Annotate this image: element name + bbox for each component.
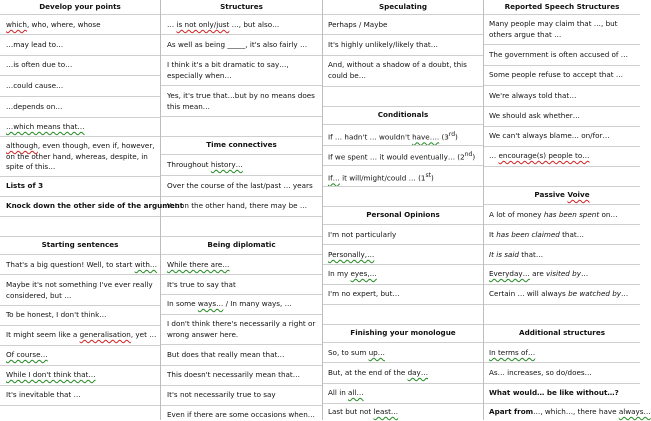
phrase-item: It's not necessarily true to say [167,390,276,399]
row-divider [323,186,483,187]
row-divider [484,284,640,285]
section-heading-finishing-monologue: Finishing your monologue [350,328,456,337]
phrase-item: which, who, where, whose [6,20,101,29]
ordinal-suffix: st [425,172,431,179]
row-divider [484,126,640,127]
row-divider [323,383,483,384]
phrase-item: In terms of… [489,348,536,357]
row-divider [323,34,483,35]
row-divider [0,196,160,197]
ordinal-suffix: nd [464,151,473,158]
section-heading-conditionals: Conditionals [377,110,429,119]
phrase-item: Even if there are some occasions when… [167,410,315,419]
phrase-item: …is often due to… [6,60,73,69]
phrase-item: …could cause… [6,81,64,90]
phrase-item: …may lead to… [6,40,64,49]
row-divider [161,216,322,217]
phrase-item: Perhaps / Maybe [328,20,388,29]
row-divider [0,216,160,217]
row-divider [323,224,483,225]
phrase-item: Some people refuse to accept that … [489,70,624,79]
phrase-item: As well as being _____, it's also fairly … [167,40,308,49]
row-divider [484,14,640,15]
row-divider [0,254,160,255]
row-divider [161,116,322,117]
row-divider [0,96,160,97]
phrase-item: Knock down the other side of the argument [6,201,184,210]
row-divider [323,244,483,245]
phrase-item: Maybe it's not something I've ever really considered, but … [6,280,153,300]
phrase-item: I'm no expert, but… [328,289,400,298]
phrase-item: In my eyes,… [328,269,377,278]
phrase-item: I don't think there's necessarily a right or wrong answer here. [167,319,316,339]
row-divider [484,403,640,404]
phrase-item: …depends on… [6,102,63,111]
phrase-item: If … hadn't … wouldn't have…. (3rd) [328,131,458,142]
phrase-item: Throughout history… [167,160,243,169]
row-divider [484,85,640,86]
row-divider [161,154,322,155]
phrase-item: It's inevitable that … [6,390,81,399]
phrase-item: While there are… [167,260,230,269]
row-divider [484,44,640,45]
row-divider [323,284,483,285]
phrase-item: The government is often accused of … [489,50,628,59]
row-divider [0,274,160,275]
ordinal-suffix: rd [448,131,456,138]
row-divider [161,34,322,35]
section-heading-being-diplomatic: Being diplomatic [207,240,276,249]
row-divider [484,324,640,325]
section-heading-speculating: Speculating [378,2,428,11]
row-divider [484,264,640,265]
row-divider [0,55,160,56]
phrase-item: But, at the end of the day… [328,368,429,377]
phrase-item: … is not only/just …, but also… [167,20,280,29]
phrase-item: And, without a shadow of a doubt, this could be… [328,60,467,80]
row-divider [0,325,160,326]
row-divider [0,365,160,366]
row-divider [161,14,322,15]
phrase-item: I'm not particularly [328,230,397,239]
phrase-item: Of course… [6,350,48,359]
section-heading-reported-speech: Reported Speech Structures [504,2,620,11]
row-divider [161,136,322,137]
phrase-item: If we spent … it would eventually… (2nd) [328,151,476,162]
phrase-item: This doesn't necessarily mean that… [167,370,300,379]
row-divider [161,85,322,86]
phrase-item: Last but not least… [328,407,399,416]
section-heading-additional-structures: Additional structures [519,328,605,337]
row-divider [161,175,322,176]
row-divider [323,342,483,343]
row-divider [484,204,640,205]
phrase-item: I think it's a bit dramatic to say…, especially when… [167,60,289,80]
row-divider [323,165,483,166]
row-divider [161,236,322,237]
phrase-item: As… increases, so do/does… [489,368,592,377]
row-divider [161,294,322,295]
row-divider [161,365,322,366]
phrase-item: If… it will/might/could … (1st) [328,172,434,183]
row-divider [484,362,640,363]
row-divider [0,345,160,346]
row-divider [0,305,160,306]
phrase-item: Everyday… are visited by… [489,269,589,278]
phrase-item: Yes, it's true that…but by no means does this mean… [167,91,315,111]
row-divider [161,314,322,315]
phrase-item: Lists of 3 [6,181,44,190]
row-divider [161,405,322,406]
row-divider [323,206,483,207]
phrase-item: That's a big question! Well, to start with… [6,260,158,269]
row-divider [0,405,160,406]
section-heading-structures: Structures [220,2,263,11]
row-divider [484,383,640,384]
row-divider [161,344,322,345]
phrase-item: It's highly unlikely/likely that… [328,40,438,49]
section-heading-time-connectives: Time connectives [206,140,277,149]
row-divider [484,244,640,245]
phrase-item: In some ways… / In many ways, … [167,299,292,308]
phrase-item: A lot of money has been spent on… [489,210,618,219]
phrase-item: We can't always blame… on/for… [489,131,610,140]
row-divider [323,324,483,325]
row-divider [484,342,640,343]
column-divider [483,0,484,420]
phrase-item: It is said that… [489,250,544,259]
phrase-item: So, to sum up… [328,348,385,357]
row-divider [323,55,483,56]
row-divider [323,145,483,146]
row-divider [323,86,483,87]
phrase-item: It has been claimed that… [489,230,584,239]
row-divider [161,55,322,56]
row-divider [484,186,640,187]
row-divider [161,196,322,197]
row-divider [0,136,160,137]
phrase-item: We're always told that… [489,91,577,100]
phrase-item: It's true to say that [167,280,236,289]
phrase-item: … encourage(s) people to… [489,151,590,160]
row-divider [161,254,322,255]
row-divider [484,146,640,147]
row-divider [161,385,322,386]
row-divider [484,304,640,305]
row-divider [323,362,483,363]
row-divider [323,124,483,125]
phrase-item: While I don't think that… [6,370,96,379]
row-divider [0,176,160,177]
row-divider [0,117,160,118]
row-divider [0,75,160,76]
phrase-item: Many people may claim that …, but others argue that … [489,19,618,39]
phrase-item: To be honest, I don't think… [6,310,107,319]
phrase-item: …which means that… [6,122,85,131]
row-divider [323,403,483,404]
phrase-item: But does that really mean that… [167,350,285,359]
row-divider [0,14,160,15]
section-heading-passive-voice: Passive Voive [534,190,590,199]
row-divider [484,166,640,167]
row-divider [484,224,640,225]
section-heading-personal-opinions: Personal Opinions [366,210,440,219]
phrase-item: Certain … will always be watched by… [489,289,629,298]
row-divider [0,34,160,35]
phrase-item: All in all… [328,388,364,397]
row-divider [323,14,483,15]
row-divider [484,65,640,66]
section-heading-develop-points: Develop your points [39,2,121,11]
row-divider [323,264,483,265]
phrase-item: Yet on the other hand, there may be … [167,201,308,210]
phrase-item: Personally,… [328,250,375,259]
phrase-item: It might seem like a generalisation, yet … [6,330,157,339]
phrase-item: Over the course of the last/past … years [167,181,313,190]
phrase-item: What would… be like without…? [489,388,619,397]
phrase-item: Apart from…, which…, there have always… [489,407,651,416]
row-divider [323,304,483,305]
row-divider [323,106,483,107]
row-divider [484,106,640,107]
row-divider [161,274,322,275]
row-divider [0,385,160,386]
section-heading-starting-sentences: Starting sentences [41,240,119,249]
phrase-item: We should ask whether… [489,111,580,120]
row-divider [0,236,160,237]
phrase-item: although, even though, even if, however, on the other hand, whereas, despite, in spite of this… [6,141,155,171]
